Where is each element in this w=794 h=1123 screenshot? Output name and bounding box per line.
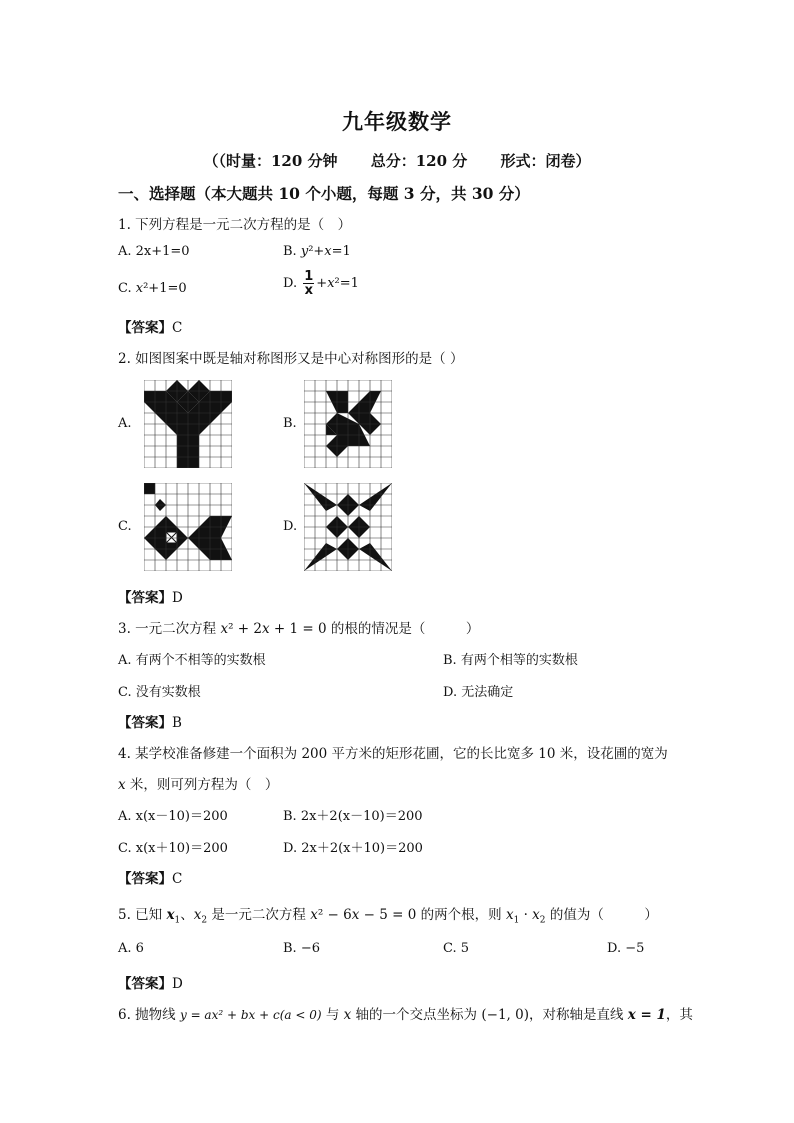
q1-answer: 【答案】C [118,320,183,336]
pattern-d-figure [304,483,392,571]
section-heading: 一、选择题（本大题共 10 个小题，每题 3 分，共 30 分） [118,184,530,203]
q2-option-a: A. [118,416,132,431]
q1-option-b: B. y²+x=1 [283,244,351,259]
pattern-a-figure [144,380,232,468]
q1-option-a: A. 2x+1=0 [118,244,190,259]
exam-time: （（时量：120 分钟 [203,152,338,170]
q5-stem: 5. 已知 $x_1$、$x_2$ 是一元二次方程 x² − 6x − 5 = 0 的两个根，则 $x_1 \cdot x_2$ 的值为（ ） [118,907,658,926]
q5-option-b: B. −6 [283,941,320,956]
q6-stem: 6. 抛物线 y = ax² + bx + c(a < 0) 与 x 轴的一个交点坐标为 (−1, 0)，对称轴是直线 x = 1，其 [118,1007,693,1023]
q1-option-d: D. $\frac{1}{x}$ +x²=1 [283,269,359,298]
q2-option-b: B. [283,416,297,431]
q4-option-b: B. 2x＋2(x－10)＝200 [283,809,423,824]
q4-answer: 【答案】C [118,871,183,887]
pattern-c-figure [144,483,232,571]
q4-stem-line1: 4. 某学校准备修建一个面积为 200 平方米的矩形花圃，它的长比宽多 10 米，设花圃的宽为 [118,746,668,762]
q3-option-c: C. 没有实数根 [118,685,201,700]
fraction: $\frac{1}{x}$ [304,269,314,298]
q3-stem: 3. 一元二次方程 x² + 2x + 1 = 0 的根的情况是（ ） [118,621,480,637]
q4-option-a: A. x(x－10)＝200 [118,809,228,824]
q1-stem: 1. 下列方程是一元二次方程的是（ ） [118,217,352,233]
q5-option-a: A. 6 [118,941,144,956]
exam-meta [0,150,794,171]
pattern-b-figure [304,380,392,468]
q3-answer: 【答案】B [118,715,182,731]
q4-option-c: C. x(x＋10)＝200 [118,841,228,856]
q3-option-b: B. 有两个相等的实数根 [443,653,578,668]
q5-option-c: C. 5 [443,941,470,956]
q2-stem: 2. 如图图案中既是轴对称图形又是中心对称图形的是（ ） [118,351,464,367]
q1-option-c: C. x²+1=0 [118,281,187,296]
exam-format: 形式：闭卷） [500,152,591,170]
q5-option-d: D. −5 [607,941,645,956]
q4-stem-line2: x 米，则可列方程为（ ） [118,777,279,793]
q3-option-a: A. 有两个不相等的实数根 [118,653,266,668]
q4-option-d: D. 2x＋2(x＋10)＝200 [283,841,423,856]
exam-total: 总分：120 分 [370,152,468,170]
q2-option-d: D. [283,519,298,534]
q2-answer: 【答案】D [118,590,183,606]
q5-answer: 【答案】D [118,976,183,992]
page-title: 九年级数学 [342,109,452,134]
q2-option-c: C. [118,519,132,534]
q3-option-d: D. 无法确定 [443,685,514,700]
